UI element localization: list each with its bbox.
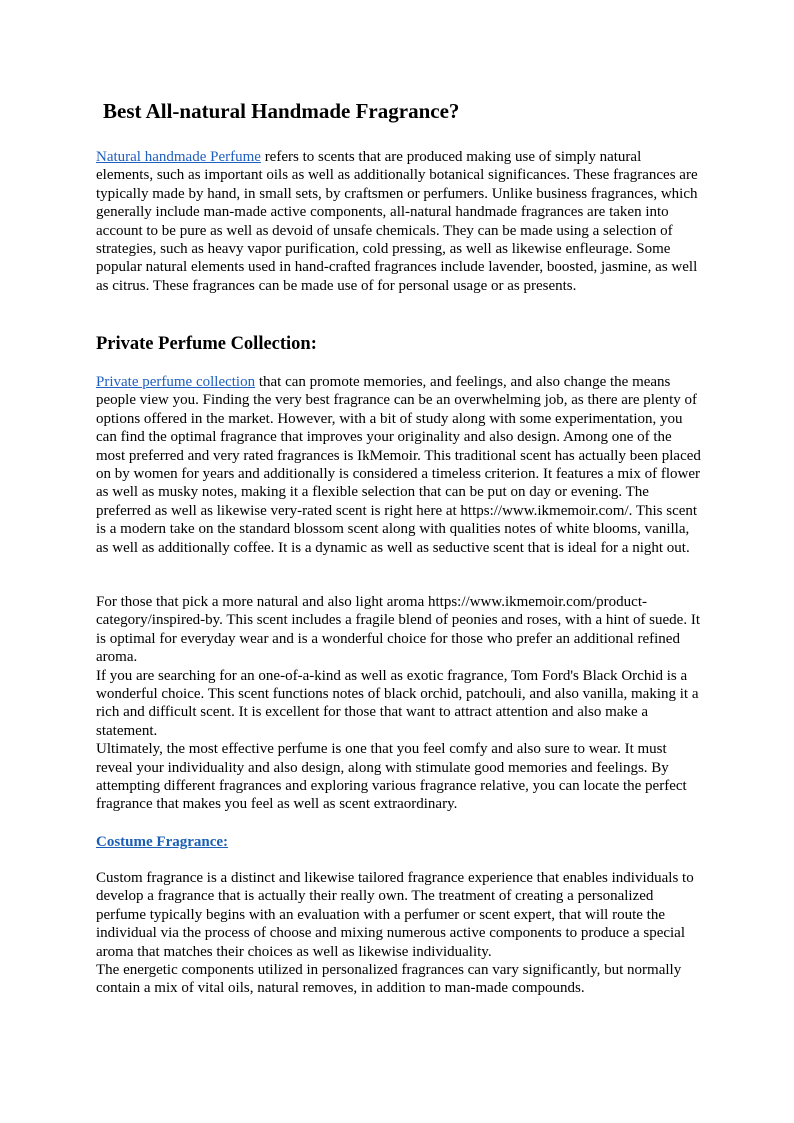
custom-fragrance-paragraphs — [96, 869, 702, 998]
aroma-paragraphs — [96, 593, 702, 814]
private-perfume-heading: Private Perfume Collection: — [96, 334, 317, 354]
natural-handmade-perfume-link[interactable]: Natural handmade Perfume — [96, 149, 261, 165]
private-perfume-paragraph — [96, 373, 702, 557]
intro-paragraph — [96, 148, 702, 295]
page-title: Best All-natural Handmade Fragrance? — [103, 99, 460, 123]
custom-fragrance-paragraph: Custom fragrance is a distinct and likewise tailored fragrance experience that enables individuals to develop a fragrance that is actually their really own. The treatment of creating a personalized perfume typically begins with an evaluation with a perfumer or scent expert, that will route the individual via the process of choose and mixing numerous active components to produce a special aroma that matches their choices as well as likewise individuality. — [96, 870, 694, 960]
private-perfume-collection-link[interactable]: Private perfume collection — [96, 374, 256, 390]
black-orchid-paragraph: If you are searching for an one-of-a-kind as well as exotic fragrance, Tom Ford's Black Orchid is a wonderful choice. This scent functions notes of black orchid, patchouli, and also vanilla, making it a rich and difficult scent. It is excellent for those that want to attract attention and also make a statement. — [96, 667, 699, 739]
intro-text: refers to scents that are produced making use of simply natural elements, such as important oils as well as additionally botanical significances. These fragrances are typically made by hand, in small sets, by craftsmen or perfumers. Unlike business fragrances, which generally include man-made active components, all-natural handmade fragrances are taken into account to be pure as well as devoid of unsafe chemicals. They can be made using a selection of strategies, such as heavy vapor purification, cold pressing, as well as likewise enfleurage. Some popular natural elements used in hand-crafted fragrances include lavender, boosted, jasmine, as well as citrus. These fragrances can be made use of for personal usage or as presents. — [96, 149, 698, 294]
light-aroma-paragraph: For those that pick a more natural and also light aroma https://www.ikmemoir.com/product-category/inspired-by. This scent includes a fragile blend of peonies and roses, with a hint of suede. It is optimal for everyday wear and is a wonderful choice for those who prefer an additional refined aroma. — [96, 594, 700, 666]
costume-fragrance-heading-link[interactable]: Costume Fragrance: — [96, 834, 229, 850]
private-perfume-text: that can promote memories, and feelings, and also change the means people view you. Finding the very best fragrance can be an overwhelming job, as there are plenty of options offered in the market. However, with a bit of study along with some experimentation, you can find the optimal fragrance that improves your originality and also design. Among one of the most preferred and very rated fragrances is IkMemoir. This traditional scent has actually been placed on by women for years and additionally is considered a timeless criterion. It features a mix of flower as well as musky notes, making it a flexible selection that can be put on day or evening. The preferred as well as likewise very-rated scent is right here at https://www.ikmemoir.com/. This scent is a modern take on the standard blossom scent along with qualities notes of white blooms, vanilla, as well as additionally coffee. It is a dynamic as well as seductive scent that is ideal for a night out. — [96, 374, 701, 556]
effective-perfume-paragraph: Ultimately, the most effective perfume is one that you feel comfy and also sure to wear. It must reveal your individuality and also design, along with stimulate good memories and feelings. By attempting different fragrances and exploring various fragrance relative, you can locate the perfect fragrance that makes you feel as well as scent extraordinary. — [96, 741, 687, 813]
energetic-components-paragraph: The energetic components utilized in personalized fragrances can vary significantly, but normally contain a mix of vital oils, natural removes, in addition to man-made compounds. — [96, 962, 682, 997]
